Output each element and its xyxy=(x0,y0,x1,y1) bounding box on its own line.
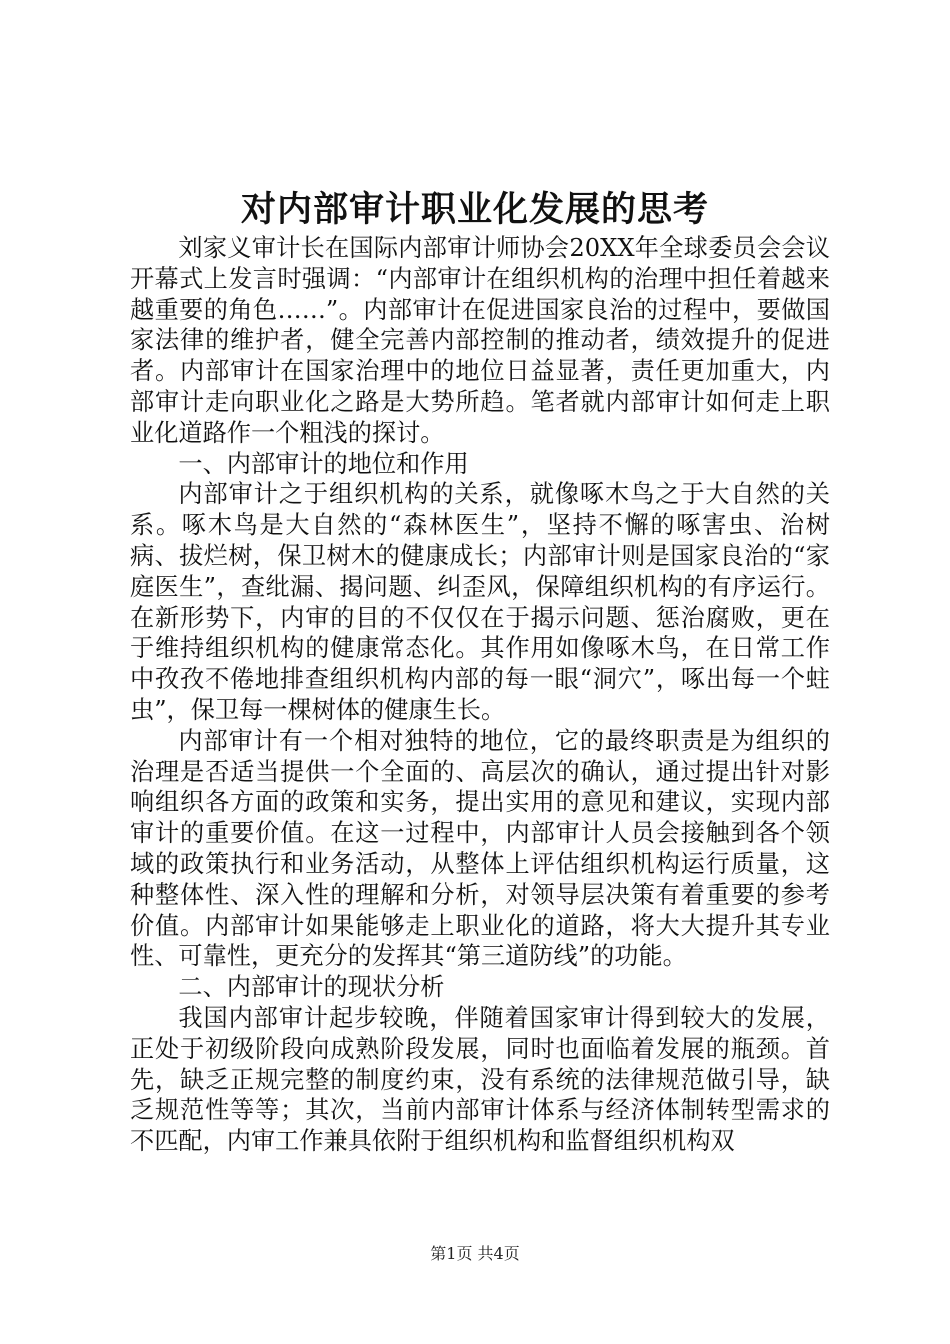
paragraph-woodpecker: 内部审计之于组织机构的关系，就像啄木鸟之于大自然的关系。啄木鸟是大自然的“森林医生”，坚持不懈的啄害虫、治树病、拔烂树，保卫树木的健康成长；内部审计则是国家良治的“家庭医生”，查纰漏、揭问题、纠歪风，保障组织机构的有序运行。在新形势下，内审的目的不仅仅在于揭示问题、惩治腐败，更在于维持组织机构的健康常态化。其作用如像啄木鸟，在日常工作中孜孜不倦地排查组织机构内部的每一眼“洞穴”，啄出每一个蛀虫”，保卫每一棵树体的健康生长。 xyxy=(130,480,830,724)
document-body xyxy=(130,233,830,1157)
paragraph-unique-position: 内部审计有一个相对独特的地位，它的最终职责是为组织的治理是否适当提供一个全面的、高层次的确认，通过提出针对影响组织各方面的政策和实务，提出实用的意见和建议，实现内部审计的重要价值。在这一过程中，内部审计人员会接触到各个领域的政策执行和业务活动，从整体上评估组织机构运行质量，这种整体性、深入性的理解和分析，对领导层决策有着重要的参考价值。内部审计如果能够走上职业化的道路，将大大提升其专业性、可靠性，更充分的发挥其“第三道防线”的功能。 xyxy=(130,726,830,971)
section-heading-2: 二、内部审计的现状分析 xyxy=(178,973,445,1002)
page-footer: 第1页 共4页 xyxy=(430,1244,520,1263)
section-heading-1: 一、内部审计的地位和作用 xyxy=(178,449,469,478)
document-title: 对内部审计职业化发展的思考 xyxy=(240,189,709,230)
paragraph-intro: 刘家义审计长在国际内部审计师协会20XX年全球委员会会议开幕式上发言时强调：“内部审计在组织机构的治理中担任着越来越重要的角色……”。内部审计在促进国家良治的过程中，要做国家法律的维护者，健全完善内部控制的推动者，绩效提升的促进者。内部审计在国家治理中的地位日益显著，责任更加重大，内部审计走向职业化之路是大势所趋。笔者就内部审计如何走上职业化道路作一个粗浅的探讨。 xyxy=(130,234,830,447)
paragraph-status-analysis: 我国内部审计起步较晚，伴随着国家审计得到较大的发展，正处于初级阶段向成熟阶段发展，同时也面临着发展的瓶颈。首先，缺乏正规完整的制度约束，没有系统的法律规范做引导，缺乏规范性等等；其次，当前内部审计体系与经济体制转型需求的不匹配，内审工作兼具依附于组织机构和监督组织机构双 xyxy=(130,1003,830,1156)
